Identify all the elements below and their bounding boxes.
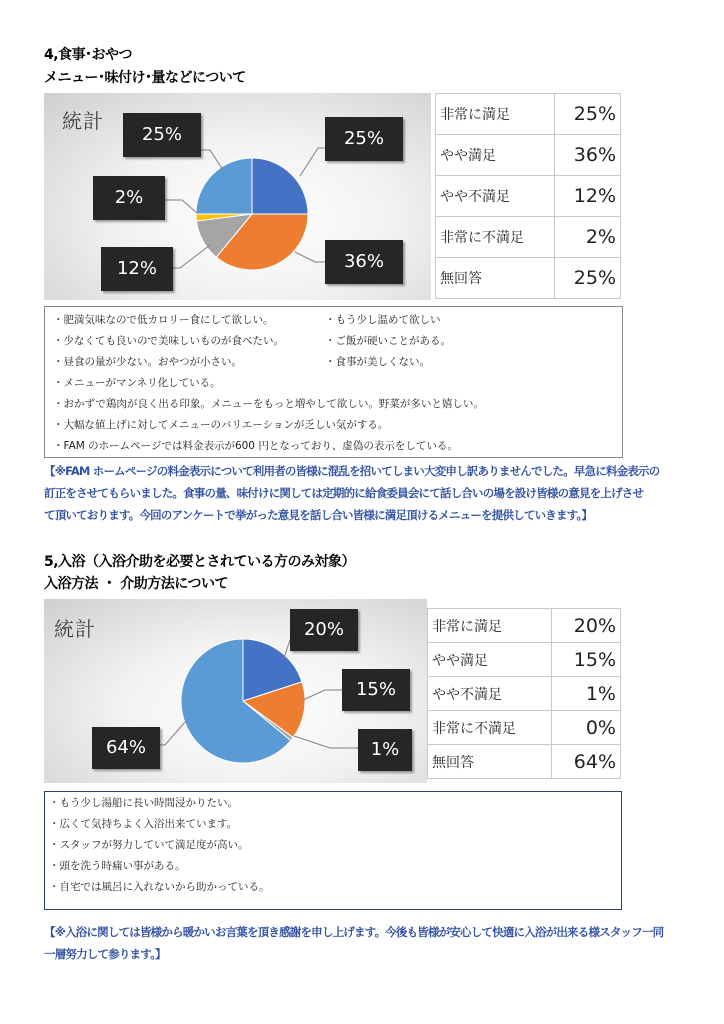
comment-item: ・食事が美しくない。	[325, 356, 430, 368]
stats-value: 25%	[555, 94, 621, 135]
section4-label-very-dissatisfied: 2%	[93, 176, 165, 220]
section4-label-somewhat-satisfied: 36%	[325, 240, 403, 284]
section5-stats-table	[427, 608, 621, 779]
table-row	[428, 609, 621, 643]
stats-value: 1%	[552, 677, 621, 711]
section4-label-no-answer: 25%	[123, 113, 201, 157]
comment-item: ・もう少し湯船に長い時間浸かりたい。	[49, 797, 238, 809]
section5-reply	[44, 921, 694, 965]
stats-value: 36%	[555, 135, 621, 176]
comment-item: ・肥満気味なので低カロリー食にして欲しい。	[53, 314, 274, 326]
comment-item: ・大幅な値上げに対してメニューのバリエーションが乏しい気がする。	[53, 419, 389, 431]
comment-item: ・昼食の量が少ない。おやつが小さい。	[53, 356, 242, 368]
stats-label: 非常に不満足	[428, 711, 552, 745]
reply-line: 訂正をさせてもらいました。食事の量、味付けに関しては定期的に給食委員会にて話し合いの場を設け皆様の意見を上げさせ	[44, 486, 644, 500]
stats-label: 無回答	[428, 745, 552, 779]
table-row	[428, 643, 621, 677]
stats-label: やや不満足	[436, 176, 555, 217]
stats-label: やや満足	[436, 135, 555, 176]
section5-comments-box	[44, 791, 622, 910]
stats-label: 無回答	[436, 258, 555, 299]
comment-item: ・少なくても良いので美味しいものが食べたい。	[53, 335, 284, 347]
section5-leader-line	[160, 722, 185, 745]
reply-line: 【※入浴に関しては皆様から暖かいお言葉を頂き感謝を申し上げます。今後も皆様が安心して快適に入浴が出来る様スタッフ一同	[44, 925, 664, 939]
stats-value: 64%	[552, 745, 621, 779]
comment-item: ・もう少し温めて欲しい	[325, 314, 441, 326]
section5-label-somewhat-dissatisfied: 1%	[358, 729, 412, 771]
comment-item: ・スタッフが努力していて満足度が高い。	[49, 839, 249, 851]
section5-leader-line	[303, 690, 342, 700]
comment-item: ・自宅では風呂に入れないから助かっている。	[49, 881, 270, 893]
section5-label-very-satisfied: 20%	[290, 609, 358, 651]
comment-item: ・メニューがマンネリ化している。	[53, 377, 221, 389]
stats-label: 非常に満足	[428, 609, 552, 643]
stats-label: やや不満足	[428, 677, 552, 711]
section5-subheading: 入浴方法 ・ 介助方法について	[44, 576, 228, 592]
comment-item: ・広くて気持ちよく入浴出来ています。	[49, 818, 238, 830]
reply-line: 【※FAM ホームページの料金表示について利用者の皆様に混乱を招いてしまい大変申し訳ありませんでした。早急に料金表示の	[44, 464, 660, 478]
comment-item: ・ご飯が硬いことがある。	[325, 335, 451, 347]
section5-label-no-answer: 64%	[92, 727, 160, 769]
section4-label-very-satisfied: 25%	[325, 117, 403, 161]
comment-item: ・FAM のホームページでは料金表示が600 円となっており、虚偽の表示をしている。	[53, 440, 458, 452]
reply-line: 一層努力して参ります。】	[44, 947, 166, 961]
section5-leader-line	[294, 736, 358, 748]
section4-chart-title: 統計	[62, 109, 104, 133]
section4-subheading: メニュー･味付け･量などについて	[44, 70, 246, 86]
comment-item: ・頭を洗う時痛い事がある。	[49, 860, 186, 872]
reply-line: て頂いております。今回のアンケートで挙がった意見を話し合い皆様に満足頂けるメニューを提供していきます。】	[44, 508, 593, 522]
stats-label: 非常に満足	[436, 94, 555, 135]
stats-value: 20%	[552, 609, 621, 643]
section5-chart-title: 統計	[54, 617, 96, 641]
stats-value: 25%	[555, 258, 621, 299]
stats-value: 15%	[552, 643, 621, 677]
table-row	[428, 711, 621, 745]
comment-item: ・おかずで鶏肉が良く出る印象。メニューをもっと増やして欲しい。野菜が多いと嬉しい。	[53, 398, 484, 410]
stats-label: 非常に不満足	[436, 217, 555, 258]
stats-label: やや満足	[428, 643, 552, 677]
table-row	[428, 745, 621, 779]
section4-label-somewhat-dissatisfied: 12%	[101, 247, 173, 291]
table-row	[428, 677, 621, 711]
stats-value: 2%	[555, 217, 621, 258]
section5-label-somewhat-satisfied: 15%	[342, 669, 410, 711]
section5-heading: 5,入浴（入浴介助を必要とされている方のみ対象）	[44, 554, 356, 570]
stats-value: 12%	[555, 176, 621, 217]
stats-value: 0%	[552, 711, 621, 745]
section4-heading: 4,食事･おやつ	[44, 47, 133, 63]
